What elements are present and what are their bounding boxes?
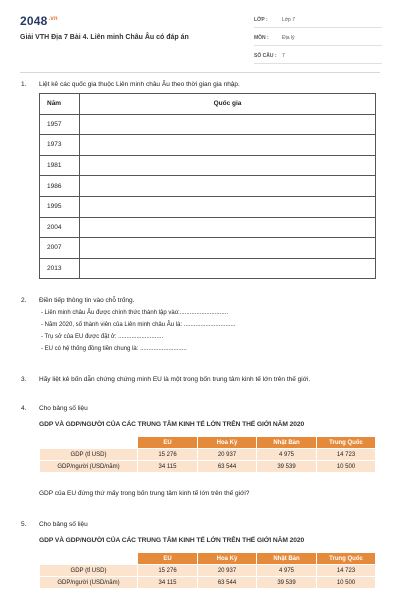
meta-label: MÔN : xyxy=(254,35,269,41)
question-text: GDP của EU đứng thứ mấy trong bốn trung tâm kinh tế lớn trên thế giới? xyxy=(39,490,250,497)
gdp-header-row xyxy=(40,553,376,565)
header-us: Hoa Kỳ xyxy=(198,437,257,449)
year-cell: 1995 xyxy=(40,196,80,217)
value-cell: 34 115 xyxy=(138,461,198,473)
question-number: 1. xyxy=(21,81,27,88)
year-cell: 1973 xyxy=(40,135,80,156)
row-label: GDP (tỉ USD) xyxy=(40,565,138,577)
gdp-header-row xyxy=(40,437,376,449)
meta-row-subject xyxy=(254,31,382,46)
table-row xyxy=(40,577,376,589)
country-cell[interactable] xyxy=(80,155,376,176)
country-cell[interactable] xyxy=(80,176,376,197)
col-year-header: Năm xyxy=(40,94,80,115)
question-text: Cho bảng số liệu xyxy=(39,405,88,412)
value-cell: 10 500 xyxy=(317,577,376,589)
meta-label: SỐ CÂU : xyxy=(254,53,277,59)
page-title: Giải VTH Địa 7 Bài 4. Liên minh Châu Âu có đáp án xyxy=(20,34,189,41)
year-cell: 2004 xyxy=(40,217,80,238)
corner-cell xyxy=(40,437,138,449)
year-cell: 2013 xyxy=(40,258,80,279)
row-label: GDP/người (USD/năm) xyxy=(40,577,138,589)
question-number: 3. xyxy=(21,376,27,383)
question-text: Cho bảng số liệu xyxy=(39,521,88,528)
col-country-header: Quốc gia xyxy=(80,94,376,115)
table-row xyxy=(40,565,376,577)
question-text: Hãy liệt kê bốn dẫn chứng chứng minh EU là một trong bốn trung tâm kinh tế lớn trên thế giới. xyxy=(39,376,311,383)
header-eu: EU xyxy=(138,553,198,565)
year-cell: 1981 xyxy=(40,155,80,176)
header-japan: Nhật Bản xyxy=(257,437,317,449)
meta-info xyxy=(254,13,382,67)
value-cell: 39 539 xyxy=(257,577,317,589)
meta-row-class xyxy=(254,13,382,28)
logo-tld: .vn xyxy=(48,16,58,22)
country-cell[interactable] xyxy=(80,217,376,238)
logo-text: 2048 xyxy=(20,14,48,28)
header-china: Trung Quốc xyxy=(317,553,376,565)
value-cell: 34 115 xyxy=(138,577,198,589)
country-cell[interactable] xyxy=(80,114,376,135)
table-title: GDP VÀ GDP/NGƯỜI CỦA CÁC TRUNG TÂM KINH TẾ LỚN TRÊN THẾ GIỚI NĂM 2020 xyxy=(39,421,305,428)
year-cell: 2007 xyxy=(40,238,80,259)
value-cell: 20 937 xyxy=(198,449,257,461)
value-cell: 63 544 xyxy=(198,461,257,473)
table-row xyxy=(40,258,376,279)
country-cell[interactable] xyxy=(80,238,376,259)
value-cell: 39 539 xyxy=(257,461,317,473)
table-header-row xyxy=(40,94,376,115)
value-cell: 15 276 xyxy=(138,565,198,577)
header-us: Hoa Kỳ xyxy=(198,553,257,565)
table-row xyxy=(40,238,376,259)
question-number: 4. xyxy=(21,405,27,412)
fill-line[interactable]: - Liên minh châu Âu được chính thức thành lập vào:............................. xyxy=(41,310,229,316)
year-cell: 1957 xyxy=(40,114,80,135)
header-eu: EU xyxy=(138,437,198,449)
fill-line[interactable]: - Trụ sở của EU được đặt ở: ........................... xyxy=(41,334,164,340)
fill-line[interactable]: - EU có hệ thống đồng tiền chung là: ............................ xyxy=(41,346,187,352)
table-row xyxy=(40,114,376,135)
question-number: 5. xyxy=(21,521,27,528)
membership-table xyxy=(39,93,376,279)
header-china: Trung Quốc xyxy=(317,437,376,449)
table-row xyxy=(40,135,376,156)
question-text: Liệt kê các quốc gia thuộc Liên minh châu Âu theo thời gian gia nhập. xyxy=(39,81,240,88)
value-cell: 14 723 xyxy=(317,449,376,461)
value-cell: 14 723 xyxy=(317,565,376,577)
table-title: GDP VÀ GDP/NGƯỜI CỦA CÁC TRUNG TÂM KINH TẾ LỚN TRÊN THẾ GIỚI NĂM 2020 xyxy=(39,537,305,544)
table-row xyxy=(40,155,376,176)
corner-cell xyxy=(40,553,138,565)
question-number: 2. xyxy=(21,297,27,304)
question-text: Điền tiếp thông tin vào chỗ trống. xyxy=(39,297,135,304)
header-japan: Nhật Bản xyxy=(257,553,317,565)
value-cell: 20 937 xyxy=(198,565,257,577)
country-cell[interactable] xyxy=(80,135,376,156)
table-row xyxy=(40,196,376,217)
site-logo[interactable] xyxy=(20,14,58,28)
value-cell: 63 544 xyxy=(198,577,257,589)
fill-line[interactable]: - Năm 2020, số thành viên của Liên minh châu Âu là: ............................... xyxy=(41,322,236,328)
meta-label: LỚP : xyxy=(254,17,268,23)
value-cell: 10 500 xyxy=(317,461,376,473)
country-cell[interactable] xyxy=(80,258,376,279)
value-cell: 4 975 xyxy=(257,565,317,577)
gdp-table xyxy=(39,552,376,589)
gdp-table xyxy=(39,436,376,473)
country-cell[interactable] xyxy=(80,196,376,217)
meta-row-count xyxy=(254,49,382,64)
table-row xyxy=(40,217,376,238)
table-row xyxy=(40,449,376,461)
value-cell: 4 975 xyxy=(257,449,317,461)
meta-value: Lớp 7 xyxy=(282,17,296,23)
value-cell: 15 276 xyxy=(138,449,198,461)
meta-value: 7 xyxy=(282,53,285,59)
year-cell: 1986 xyxy=(40,176,80,197)
meta-value: Địa lý xyxy=(282,35,295,41)
table-row xyxy=(40,461,376,473)
table-row xyxy=(40,176,376,197)
row-label: GDP (tỉ USD) xyxy=(40,449,138,461)
header-divider xyxy=(20,72,380,73)
row-label: GDP/người (USD/năm) xyxy=(40,461,138,473)
